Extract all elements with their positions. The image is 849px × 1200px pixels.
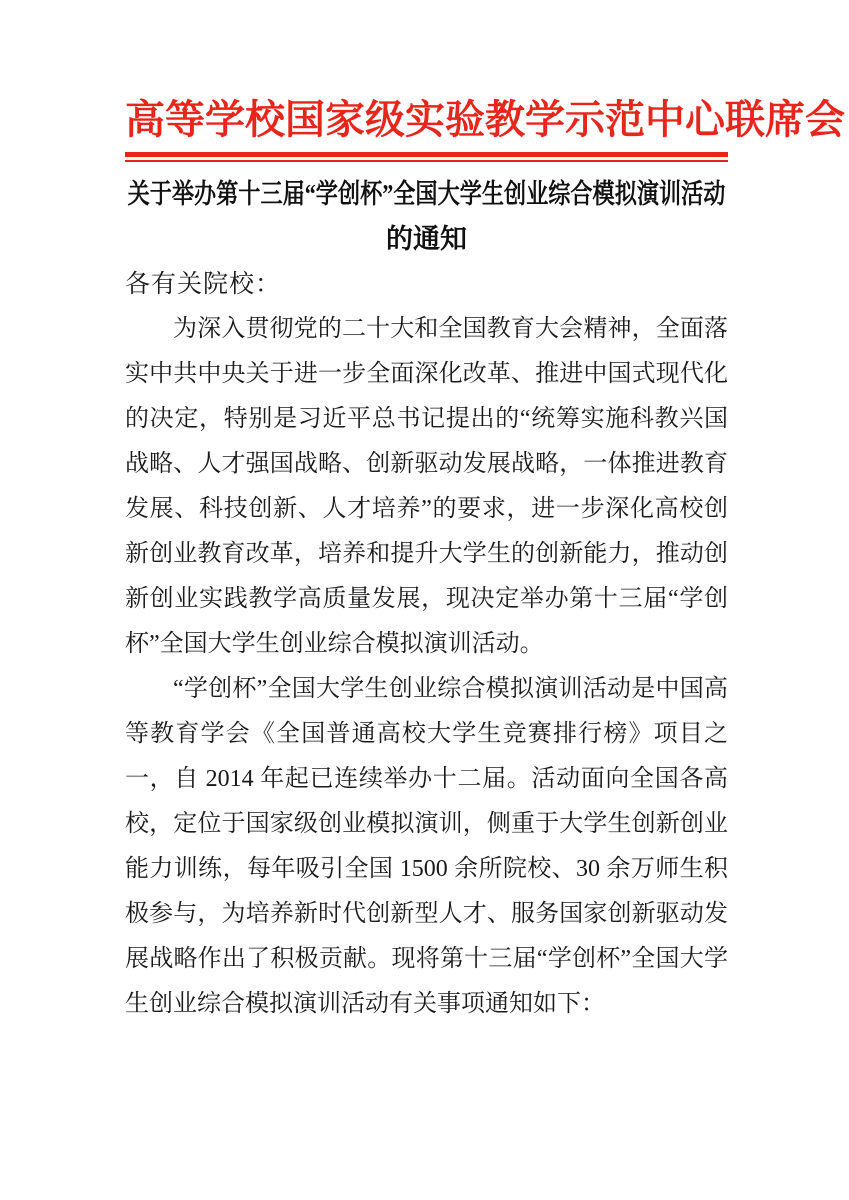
notice-title-line2 xyxy=(125,217,728,262)
red-rule-thin xyxy=(125,160,728,162)
notice-title-line2-text: 的通知 xyxy=(386,224,467,254)
notice-title xyxy=(125,172,728,262)
salutation: 各有关院校： xyxy=(125,271,282,298)
notice-title-line1-text: 关于举办第十三届“学创杯”全国大学生创业综合模拟演训活动 xyxy=(127,179,726,209)
red-rule-thick xyxy=(125,152,728,157)
red-header-title: 高等学校国家级实验教学示范中心联席会 xyxy=(125,97,845,142)
body-paragraph: “学创杯”全国大学生创业综合模拟演训活动是中国高等教育学会《全国普通高校大学生竞赛排行榜》项目之一，自 2014 年起已连续举办十二届。活动面向全国各高校，定位于国家级创业模拟演训，侧重于大学生创新创业能力训练，每年吸引全国 1500 余所院校、30 余万师生积极参与，为培养新时代创新型人才、服务国家创新驱动发展战略作出了积极贡献。现将第十三届“学创杯”全国大学生创业综合模拟演训活动有关事项通知如下： xyxy=(125,676,728,1017)
red-double-rule xyxy=(125,152,728,162)
notice-body xyxy=(125,307,728,1027)
body-paragraph: 为深入贯彻党的二十大和全国教育大会精神，全面落实中共中央关于进一步全面深化改革、推进中国式现代化的决定，特别是习近平总书记提出的“统筹实施科教兴国战略、人才强国战略、创新驱动发展战略，一体推进教育发展、科技创新、人才培养”的要求，进一步深化高校创新创业教育改革，培养和提升大学生的创新能力，推动创新创业实践教学高质量发展，现决定举办第十三届“学创杯”全国大学生创业综合模拟演训活动。 xyxy=(125,316,728,657)
notice-title-line1 xyxy=(125,172,728,217)
